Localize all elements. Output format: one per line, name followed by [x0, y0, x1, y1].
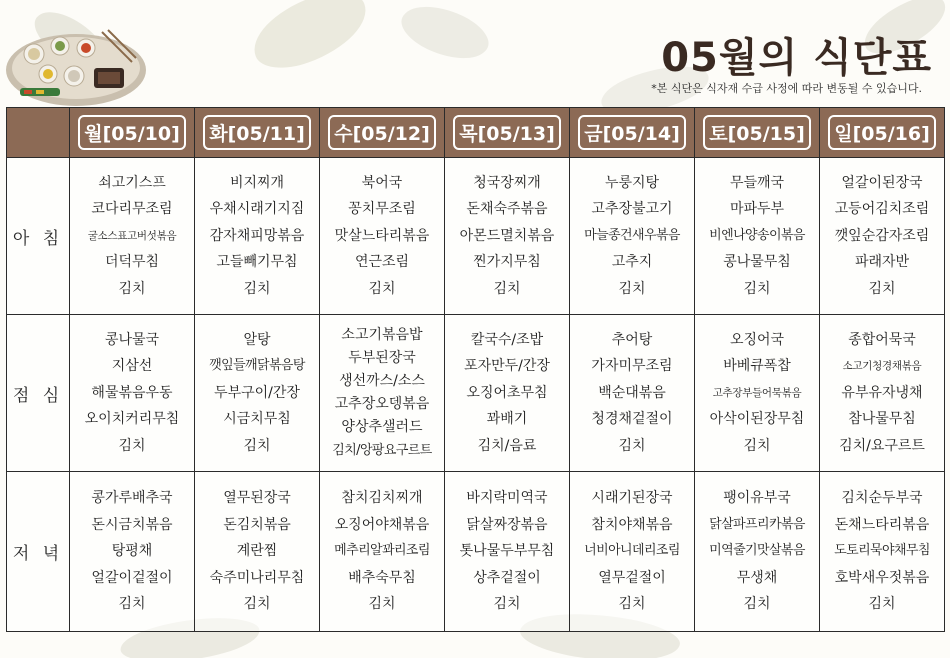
menu-item: 김치 [118, 437, 146, 454]
menu-item: 김치 [868, 280, 896, 297]
meal-row [7, 158, 945, 315]
menu-item: 마파두부 [729, 201, 785, 218]
menu-item: 김치/음료 [477, 437, 537, 454]
menu-item: 상추겉절이 [473, 569, 541, 586]
background-leaf [243, 0, 376, 79]
menu-item: 누룽지탕 [604, 174, 660, 191]
menu-cell [570, 315, 695, 472]
menu-item: 김치 [618, 596, 646, 613]
menu-cell [70, 472, 195, 632]
menu-item-list [70, 327, 194, 460]
menu-item: 배추숙무침 [348, 569, 416, 586]
menu-cell [320, 472, 445, 632]
menu-cell [820, 158, 945, 315]
menu-cell [70, 315, 195, 472]
day-label: 일[05/16] [828, 115, 936, 150]
menu-item-list [320, 324, 444, 462]
menu-item: 감자채피망볶음 [209, 227, 305, 244]
menu-cell [445, 315, 570, 472]
menu-item: 김치 [243, 437, 271, 454]
menu-item-list [695, 485, 819, 618]
meal-label-cell [7, 158, 70, 315]
menu-item: 바지락미역국 [466, 490, 548, 507]
menu-item: 열무겉절이 [598, 569, 666, 586]
menu-cell [570, 158, 695, 315]
menu-item: 메추리알꽈리조림 [334, 543, 430, 559]
background-leaf [395, 0, 496, 72]
meal-label-cell [7, 315, 70, 472]
menu-item: 청국장찌개 [473, 174, 541, 191]
menu-item: 무들깨국 [729, 174, 785, 191]
menu-item-list [695, 170, 819, 303]
menu-item-list [695, 327, 819, 460]
day-header [570, 108, 695, 158]
menu-item: 양상추샐러드 [341, 419, 423, 435]
menu-item-list [320, 485, 444, 618]
menu-item: 마늘종건새우볶음 [584, 227, 680, 243]
menu-item: 김치/앙팡요구르트 [332, 443, 432, 458]
menu-item: 호박새우젓볶음 [834, 569, 930, 586]
menu-item: 고추장불고기 [591, 201, 673, 218]
menu-item: 생선까스/소스 [339, 373, 425, 389]
menu-item-list [70, 170, 194, 303]
menu-cell [695, 315, 820, 472]
menu-item: 돈시금치볶음 [91, 516, 173, 533]
menu-item: 고들빼기무침 [216, 254, 298, 271]
menu-item-list [445, 327, 569, 460]
day-label: 목[05/13] [453, 115, 561, 150]
menu-item: 숙주미나리무침 [209, 569, 305, 586]
menu-item-list [445, 170, 569, 303]
menu-item: 고추장오뎅볶음 [334, 396, 430, 412]
menu-item: 김치 [368, 280, 396, 297]
menu-item: 지삼선 [111, 358, 153, 375]
menu-cell [445, 472, 570, 632]
menu-item: 더덕무침 [104, 254, 160, 271]
menu-item: 가자미무조림 [591, 358, 673, 375]
menu-item: 김치 [243, 280, 271, 297]
menu-change-notice: *본 식단은 식자재 수급 사정에 따라 변동될 수 있습니다. [651, 82, 922, 95]
menu-item: 김치순두부국 [841, 490, 923, 507]
menu-item: 북어국 [361, 174, 403, 191]
menu-item: 톳나물두부무침 [459, 543, 555, 560]
menu-item: 파래자반 [854, 254, 910, 271]
menu-item: 닭살짜장볶음 [466, 516, 548, 533]
menu-item: 돈채느타리볶음 [834, 516, 930, 533]
menu-item-list [445, 485, 569, 618]
menu-item: 김치 [868, 596, 896, 613]
menu-item: 김치 [743, 596, 771, 613]
day-header [320, 108, 445, 158]
menu-item: 탕평채 [111, 543, 153, 560]
day-label: 토[05/15] [703, 115, 811, 150]
meal-label: 아 침 [12, 228, 64, 249]
day-header [195, 108, 320, 158]
menu-item: 청경채겉절이 [591, 411, 673, 428]
menu-item: 두부된장국 [348, 350, 416, 366]
menu-item: 미역줄기맛살볶음 [709, 543, 805, 559]
menu-item-list [195, 327, 319, 460]
menu-item: 연근조림 [354, 254, 410, 271]
menu-item: 굴소스표고버섯볶음 [87, 229, 177, 242]
menu-item: 해물볶음우동 [91, 384, 173, 401]
menu-item: 깻잎순감자조림 [834, 227, 930, 244]
meal-row [7, 472, 945, 632]
menu-item-list [820, 485, 944, 618]
menu-cell [195, 315, 320, 472]
menu-item: 비엔나양송이볶음 [709, 227, 805, 243]
day-header [445, 108, 570, 158]
menu-item: 꽈배기 [486, 411, 528, 428]
menu-cell [320, 315, 445, 472]
menu-item: 무생채 [736, 569, 778, 586]
page-title: 05월의 식단표 [661, 35, 932, 81]
menu-item: 아삭이된장무침 [709, 411, 805, 428]
menu-item: 비지찌개 [229, 174, 285, 191]
menu-item: 시래기된장국 [591, 490, 673, 507]
menu-item: 너비아니데리조림 [584, 543, 680, 559]
food-tray-illustration [2, 18, 150, 108]
menu-item: 콩나물국 [104, 331, 160, 348]
menu-item: 김치 [493, 596, 521, 613]
menu-cell [570, 472, 695, 632]
menu-item: 김치 [368, 596, 396, 613]
menu-item: 참치야채볶음 [591, 516, 673, 533]
menu-item: 오징어초무침 [466, 384, 548, 401]
menu-item: 콩나물무침 [723, 254, 791, 271]
menu-item: 포자만두/간장 [464, 358, 550, 375]
day-label: 월[05/10] [78, 115, 186, 150]
menu-item: 김치 [493, 280, 521, 297]
menu-item-list [820, 170, 944, 303]
menu-item: 열무된장국 [223, 490, 291, 507]
menu-item: 김치 [243, 596, 271, 613]
weekly-menu-table [6, 107, 945, 632]
menu-item: 도토리묵야채무침 [834, 543, 930, 559]
day-label: 금[05/14] [578, 115, 686, 150]
menu-item: 알탕 [243, 331, 271, 348]
menu-item: 유부유자냉채 [841, 384, 923, 401]
menu-item: 코다리무조림 [91, 201, 173, 218]
meal-label-cell [7, 472, 70, 632]
menu-item-list [195, 485, 319, 618]
menu-item: 오이치커리무침 [84, 411, 180, 428]
menu-item-list [820, 327, 944, 460]
menu-item: 참치김치찌개 [341, 490, 423, 507]
menu-item: 바베큐폭찹 [723, 358, 791, 375]
menu-cell [195, 472, 320, 632]
menu-item: 깻잎들깨닭볶음탕 [209, 358, 305, 374]
day-header-row [7, 108, 945, 158]
menu-item: 소고기볶음밥 [341, 327, 423, 343]
meal-label: 점 심 [12, 385, 64, 406]
meal-row [7, 315, 945, 472]
menu-item: 고추장부들어묵볶음 [712, 386, 802, 399]
menu-item: 쇠고기스프 [98, 174, 166, 191]
menu-cell [695, 472, 820, 632]
menu-cell [195, 158, 320, 315]
menu-item: 얼갈이된장국 [841, 174, 923, 191]
menu-item: 소고기청경채볶음 [842, 360, 922, 373]
menu-item: 고등어김치조림 [834, 201, 930, 218]
menu-cell [70, 158, 195, 315]
menu-item: 추어탕 [611, 331, 653, 348]
menu-item: 계란찜 [236, 543, 278, 560]
corner-cell [7, 108, 70, 158]
menu-item-list [570, 327, 694, 460]
day-header [820, 108, 945, 158]
menu-item-list [70, 485, 194, 618]
menu-item: 맛살느타리볶음 [334, 227, 430, 244]
menu-item: 꽁치무조림 [348, 201, 416, 218]
menu-cell [820, 315, 945, 472]
menu-item: 팽이유부국 [723, 490, 791, 507]
day-header [695, 108, 820, 158]
day-header [70, 108, 195, 158]
menu-item: 닭살파프리카볶음 [709, 516, 805, 532]
menu-item: 김치/요구르트 [839, 437, 925, 454]
menu-item-list [195, 170, 319, 303]
menu-cell [445, 158, 570, 315]
menu-item: 돈채숙주볶음 [466, 201, 548, 218]
menu-item: 돈김치볶음 [223, 516, 291, 533]
menu-item: 시금치무침 [223, 411, 291, 428]
day-label: 화[05/11] [203, 115, 311, 150]
menu-item: 김치 [118, 596, 146, 613]
menu-item-list [320, 170, 444, 303]
menu-item: 김치 [118, 280, 146, 297]
menu-cell [820, 472, 945, 632]
menu-item: 얼갈이겉절이 [91, 569, 173, 586]
menu-item: 종합어묵국 [848, 331, 916, 348]
menu-item: 칼국수/조밥 [470, 331, 544, 348]
menu-item: 고추지 [611, 254, 653, 271]
menu-item: 두부구이/간장 [214, 384, 300, 401]
menu-item: 백순대볶음 [598, 384, 666, 401]
menu-item: 김치 [618, 280, 646, 297]
menu-item-list [570, 170, 694, 303]
menu-item: 김치 [618, 437, 646, 454]
menu-item-list [570, 485, 694, 618]
menu-cell [695, 158, 820, 315]
menu-item: 아몬드멸치볶음 [459, 227, 555, 244]
meal-label: 저 녁 [12, 544, 64, 564]
menu-cell [320, 158, 445, 315]
menu-item: 김치 [743, 280, 771, 297]
menu-item: 김치 [743, 437, 771, 454]
menu-item: 찐가지무침 [473, 254, 541, 271]
day-label: 수[05/12] [328, 115, 436, 150]
menu-item: 오징어야채볶음 [334, 516, 430, 533]
menu-item: 콩가루배추국 [91, 490, 173, 507]
menu-item: 우채시래기지짐 [209, 201, 305, 218]
menu-item: 오징어국 [729, 331, 785, 348]
menu-item: 참나물무침 [848, 411, 916, 428]
